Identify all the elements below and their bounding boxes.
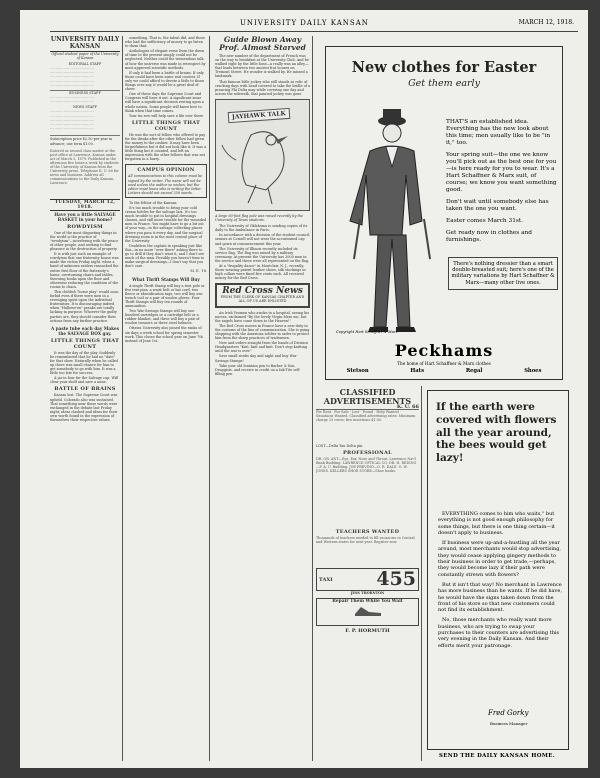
flowers-body (438, 511, 562, 653)
lost-notice: LOST—Delta Tau Delta pin. (316, 444, 364, 449)
running-date: MARCH 12, 1918. (518, 19, 574, 26)
easter-quote: There's nothing dressier than a smart double-breasted suit; here's one of the military variations by Hart Schaffner & Marx—many other live ones. (448, 257, 558, 290)
taxi-number: 455 (376, 568, 416, 591)
man-in-suit-illustration-icon (330, 99, 450, 339)
easter-p4: Easter comes March 31st. (446, 218, 524, 224)
salvage-jingle: A paste tube each day Makes the SALVAGE BOX gay. (50, 325, 120, 336)
tag-stetson: Stetson Hats (346, 368, 424, 374)
repair-ad (316, 598, 419, 626)
newspaper-page (20, 10, 588, 768)
shoe-icon (353, 604, 383, 618)
rowdyism-head: ROWDYISM (67, 223, 103, 230)
flowers-p1: EVERYTHING comes to him who waits," but everything is not good enough philosophy for some things, but there is one thing certain—it doesn't apply to business. (438, 511, 555, 536)
guide-head-2: Prof. Almost Starved (219, 43, 306, 52)
subscription: Subscription price $2.50 per year in advance; one term $1.00. (50, 135, 120, 145)
redcross-sub: FROM THE CLERK OF KANSAS CHAPTER AND ALL OF US ARE ENLISTED (220, 295, 305, 304)
signature: Fred Gorky (488, 709, 529, 717)
guide-head: Guide Blown Away (223, 36, 302, 44)
easter-p2: Your spring suit—the one we know you'll pick out as the best one for you—is here ready for you to wear. It's a Hart Schaffner & Marx suit, of course; we know you want something good. (446, 152, 557, 193)
classified-column: CLASSIFIED ADVERTISEMENTS K. U. 66 For Rent · For Sale · Lost · Found · Help Wanted · Situations Wanted. Classified advertising rates: Minimum charge 25 cents; five insertions $1.00. LOST—Delta Tau Delta pin. PROFESSIONAL DR. OR. ANT—Eye, Ear, Nose and Throat. Lawrence Nat'l Bank Building. LAWRENCE OPTICAL CO. DR. H. REDING—F. A. U. Building. JOE PREVINO—O. R. DALE. G. W. JONES. KELLERS SHOE STORE—Shoe books. TEACHERS WANTED Thousands of teachers needed to fill vacancies in Central and Western states for next year. Register now. TAXI 455 JESS THORNTON Repair Them While You Wait F. P. HORMUTH (316, 388, 419, 635)
taxi-name: JESS THORNTON (350, 591, 385, 596)
hormuth: F. P. HORMUTH (345, 628, 390, 635)
repair-head: Repair Them While You Wait (332, 599, 403, 605)
classified-telephone: K. U. 66 (396, 404, 419, 410)
flowers-p4: No, those merchants who really want more business, who are trying to swap your purchases to their counters are advertising this very evening in the Daily Kansan. And their efforts merit your patronage. (438, 617, 560, 649)
easter-clothes-ad (325, 46, 563, 380)
cartoon-jayhawk-talk (215, 99, 310, 211)
business-head: BUSINESS STAFF (69, 91, 101, 96)
easter-p5: Get ready now in clothes and furnishings. (446, 230, 532, 243)
column-rule (421, 386, 422, 761)
footer-slogan: SEND THE DAILY KANSAN HOME. (438, 753, 556, 759)
easter-body (446, 119, 558, 249)
cartoon-caption: A large 60-foot flag pole was raised recently by the University of Texas students. (215, 213, 303, 223)
easter-subhead: Get them early (408, 78, 480, 89)
jayhawk-cartoon-icon (216, 100, 310, 210)
staff-head: EDITORIAL STAFF (68, 62, 102, 67)
peckhams-tagline: The home of Hart Schaffner & Marx clothes (397, 361, 491, 366)
tag-regal: Regal Shoes (465, 368, 542, 374)
classified-head: CLASSIFIED ADVERTISEMENTS (323, 388, 412, 406)
column-rule (122, 36, 123, 761)
easter-p1: THAT'S an established idea. Everything has the new look about this time; men usually like to be "in it," too. (446, 119, 551, 146)
cartoon-label: JAYHAWK TALK (228, 108, 290, 123)
issue-date: TUESDAY, MARCH 12, 1918. (50, 199, 120, 211)
column-3: Guide Blown Away Prof. Almost Starved The new number of the department of French was on the way to breakfast at the University Club. And he walked right by the little hose—a really was an alley—that leads between two ancient frat houses on Tremont Street. He wonder is walked by. He missed a landmark. That famous little jockey who still stands as relic of cracking days with head covered to take the bridle of a prancing Phi Delta may while covering one day and across the sidewalk, that painted jockey was gone. JAYHAWK TALK A large 60-foot flag pole was raised recently by the University of Texas students. The University of Oklahoma is sending copies of its daily to the Ambulance in Paris. In accordance with a decision of the student council, seniors at Cornell will not wear the accustomed cap and gown at commencement this year. The University of Illinois recently included its service flag. The flag was raised by a military ceremony. At present the University has 2000 men in the service and these were all represented on the flag. At a "frugality dance" in Montclair, N. J., recently, those wearing patent leather shoes, silk stockings or high collars were fined five cents each. All received money for the Red Cross. Red Cross News FROM THE CLERK OF KANSAS CHAPTER AND ALL OF US ARE ENLISTED An Irish Yeomen who awoke in a hospital, seeing his nurses, exclaimed "By the lovely Virgin bless me, but the angels have come down to the Heaven!" The Red Cross nurses in France have a new duty in the customs of the line of communication. She is going shopping with the American soldier in order to protect him from the sharp practices of tradesmen. New and orders straight from the hands of Division Headquarters "Knit, knit and knit. Don't stop knitting until the war is over." Save small works day and night and buy War-Savings Stamps! Take your old fountain pen to Barber & Son, Druggists, and receive in credit on a Ink-Tite self-filling pen. (215, 36, 310, 376)
battle-head: BATTLE OF BRAINS (54, 386, 116, 393)
flowers-p3: But it isn't that way! No merchant in Lawrence has more business than he wants. If he did have, he would have the signs taken down from the front of his store so that new customers could not find its establishment. (438, 581, 562, 614)
running-header (50, 19, 578, 32)
column-1: UNIVERSITY DAILY KANSAN Official student paper of the University of Kansas EDITORIAL STAFF ………………………………… ………………………………… ………………………………… ………………………………… ………………………………… BUSINESS STAFF ………………………………… ………………………………… NEWS STAFF ………………………………… ………………………………… ………………………………… ………………………………… ………………………………… Subscription price $2.50 per year in advance; one term $1.00. Entered as second class matter at the post office at Lawrence, Kansas under act of March 3, 1879. Published in the afternoon five times a week by students of the University of Kansas from the University press. Telephone K. U. 66 for news and business. Address all communications to the Daily Kansan, Lawrence. TUESDAY, MARCH 12, 1918. Have you a little SALVAGE BASKET in your home? ROWDYISM One of the most disgusting things in the world is the practice of "rowdyism"—interfering with the peace of other people, and seeking to find pleasure in the destruction of property. It is with just such an example of rowdyism that one fraternity house was made the victim Friday night, when a band of unknown raiders ransacked the entire first floor of the fraternity's home, overturning chairs and tables, throwing books upon the floor and otherwise reducing the condition of the rooms to chaos. This childish "horse play" would soon forbid even if there were men in a revenging spirit upon the individual fraternities. It is discouraging indeed when "Hallowe'en" pranks are totally lacking in purpose. Whoever the guilty parties are, they should consider their actions from any further practice. A paste tube each day Makes the SALVAGE BOX gay. LITTLE THINGS THAT COUNT It was the day of the play. Suddenly he remembered that he had no "date" for that show. Naturally when he called up there was small chance for him to get somebody to go with him. It was a little too late for success. A jar in four for the Salvage cup. Will clear your shelf and save a mine. BATTLE OF BRAINS Kansas lost. The Supreme Court was upheld. Colorado also was sustained. That something near these words were exchanged in the debate last Friday night; ideas clashed and ideas for their own worth found in the expression of themselves their respective values. (50, 36, 120, 423)
campus-opinion-head: CAMPUS OPINION (137, 167, 195, 174)
easter-p3: Don't wait until somebody else has taken the one you want. (446, 199, 549, 212)
little-things-head: LITTLE THINGS THAT COUNT (50, 337, 120, 350)
masthead: UNIVERSITY DAILY KANSAN (50, 36, 120, 50)
easter-copyright: Copyright Hart Schaffner & Marx (336, 330, 398, 334)
column-rule (209, 36, 210, 761)
easter-headline: New clothes for Easter (351, 59, 537, 76)
flowers-headline: If the earth were covered with flowers all the year around, the bees would get lazy! (436, 401, 557, 465)
peckhams-brand: Peckhams (394, 341, 494, 360)
masthead-sub: Official student paper of the University of Kansas (51, 52, 119, 61)
flowers-p2: If business were up-and-a-hustling all the year around, most merchants would stop advertising, they would cease applying gingery methods to their business in order to get trade,—perhaps, they would become lazy if their path were constantly strewn with flowers? (438, 540, 562, 578)
little-things-head-2: LITTLE THINGS THAT COUNT (131, 119, 201, 132)
flowers-ad (427, 390, 569, 750)
redcross-head: Red Cross News (222, 286, 303, 297)
news-head: NEWS STAFF (73, 105, 97, 110)
column-rule (312, 36, 313, 761)
running-title: UNIVERSITY DAILY KANSAN (240, 19, 369, 27)
taxi-label: TAXI (319, 576, 333, 583)
peckhams-tags (326, 368, 562, 374)
thrift-head: What Thrift Stamps Will Buy (132, 276, 200, 282)
teachers-head: TEACHERS WANTED (335, 529, 400, 536)
signature-title: Business Manager (490, 721, 528, 726)
column-2: something. That is, the talent did, and those who had the sufficiency of money to go listen to them that. Anthologies of elegant verse from the dawn of time to the present simply could not be neglected. Neither could the tremendous talk of how the universe was made in retrospect by most approved scientific methods. If only it had been a battle of brains. If only those could have been some real contest. If only we could afford to devote a little to those things over any, it would be a great deal of cheer. One of these days the Supreme Court and Congress will have it out. A significant issue will have a significant decision resting upon a whole nation. Some people will know how to think when that time comes. Your tin row will help save a life over there. LITTLE THINGS THAT COUNT He was the sort of fellow who offered to pay for the drinks after the other fellow had given the money to the cashier. It may have been forgetfulness but it did not look like it. It was a little thing but it counted, and left an impression with the other fellows that was not forgotten in a hurry. CAMPUS OPINION All communications to this column must be signed by the writer. The name will not be used unless the author so wishes, but the editor must know who is writing the letter. Letters should not exceed 250 words. To the Editor of the Kansan: It's too much trouble to bring your cold cream bottles for the salvage box. It's too much trouble to put in hospital dressings classes, and still more trouble for the wounded men in France. You might have to go a bit out of your way—to the salvage collecting places where you pass it every day, and the surgical dressing room is in the most central place of the University. Doubtless the captain in speaking just like this—in no more "over there" asking there to go to drill if they don't want it, and I don't see much of the man. Possibly you haven't time to make surgical dressings—I don't say that you don't care. M. E. '18. What Thrift Stamps Will Buy A single Thrift Stamp will buy a tent pole or five tent pins, a waist belt or hat cord, two fleece or identification tags; two will buy one trench tool or a pair of woolen gloves. Four Thrift Stamps will buy ten rounds of ammunition. Two War-Savings Stamps will buy one hundred cartridges or a cartridge belt or a rubber blanket, and three will buy a pair of woolen trousers or three steel helmets. Ottawa University also joined the ranks of six days a week school for spring semester work. This closes the school year on June 7th instead of June 1st. (125, 36, 207, 343)
salvage-question: Have you a little SALVAGE BASKET in your home? (54, 211, 116, 222)
professional-head: PROFESSIONAL (342, 450, 392, 457)
